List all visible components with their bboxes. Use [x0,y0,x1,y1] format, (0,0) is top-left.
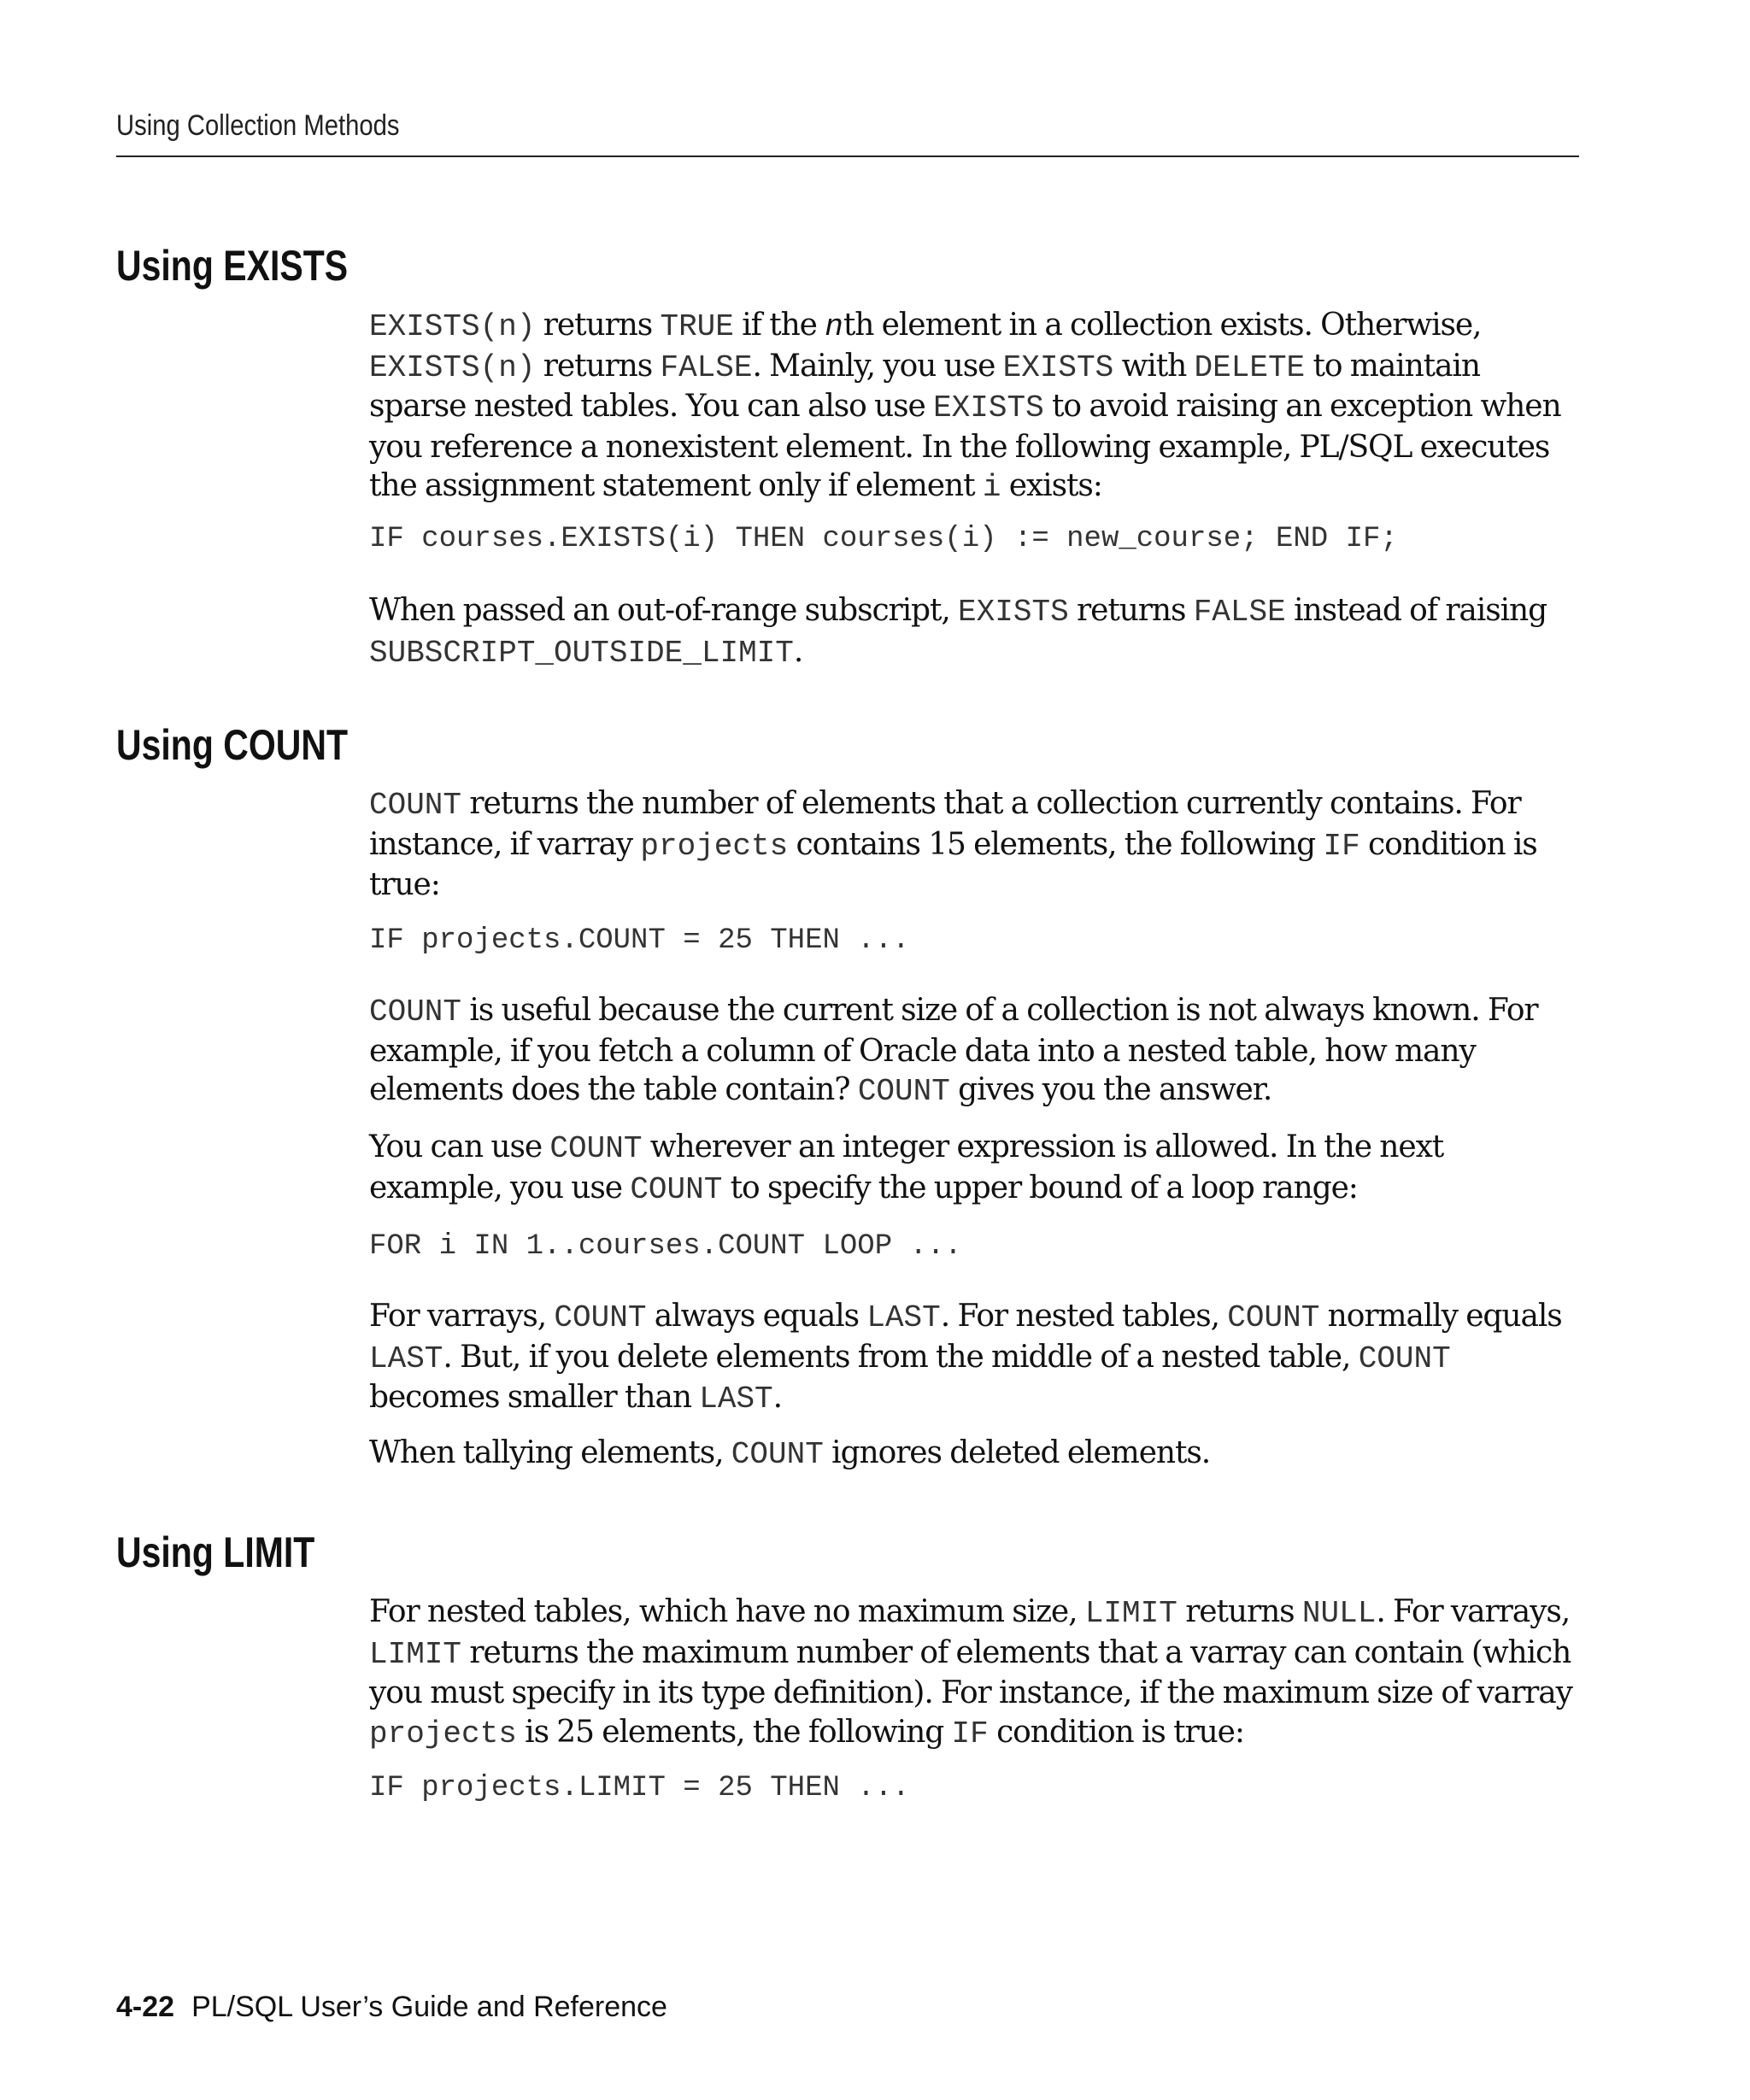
count-paragraph-5 [369,1434,1583,1475]
text-run: When tallying elements, [369,1435,731,1470]
text-run: wherever an integer expression is allowed. In the next example, you use [369,1129,1444,1205]
page-number: 4-22 [116,1991,175,2023]
inline-code: FALSE [1193,595,1286,630]
text-run: with [1113,348,1195,384]
inline-code: i [982,470,1001,506]
count-paragraph-2 [369,991,1583,1112]
inline-code: projects [369,1716,517,1751]
count-paragraph-1 [369,784,1583,905]
count-paragraph-4 [369,1297,1583,1419]
inline-code: COUNT [731,1437,824,1472]
text-run: For varrays, [369,1299,555,1334]
inline-code: COUNT [369,788,462,823]
text-run: returns [1177,1594,1302,1629]
section-heading-count: Using COUNT [116,721,349,769]
code-example-limit: IF projects.LIMIT = 25 THEN ... [369,1772,910,1804]
text-run: normally equals [1319,1299,1562,1334]
text-run: contains 15 elements, the following [788,826,1324,862]
text-run: . [793,633,803,669]
text-run: . For nested tables, [940,1299,1228,1334]
code-example-exists: IF courses.EXISTS(i) THEN courses(i) := new_course; END IF; [369,523,1398,555]
inline-code: EXISTS [1002,349,1114,385]
text-run: exists: [1001,468,1102,504]
text-run: to avoid raising an exception when you reference a nonexistent element. In the following example, PL/SQL executes the assignment statement only if element [369,389,1561,504]
inline-code: FALSE [660,349,753,385]
inline-code: COUNT [554,1300,647,1335]
inline-code: SUBSCRIPT_OUTSIDE_LIMIT [369,635,794,671]
text-run: th element in a collection exists. Otherwise, [843,308,1482,343]
inline-code: TRUE [660,309,734,344]
text-run: ignores deleted elements. [823,1435,1211,1470]
text-run: returns the maximum number of elements that a varray can contain (which you must specify in its type definition). For instance, if the maximum size of varray [369,1634,1572,1711]
inline-code: COUNT [630,1171,723,1207]
text-run: . Mainly, you use [752,348,1003,384]
inline-code: LAST [699,1381,773,1417]
code-example-count: IF projects.COUNT = 25 THEN ... [369,924,910,957]
exists-paragraph-1 [369,306,1583,507]
inline-code: EXISTS(n) [369,309,536,344]
inline-code: NULL [1301,1596,1377,1631]
limit-paragraph-1 [369,1593,1583,1753]
inline-code: COUNT [1227,1300,1320,1335]
text-run: becomes smaller than [369,1380,700,1416]
italic-variable: n [825,309,843,344]
text-run: to maintain sparse nested tables. You can also use [369,348,1480,425]
inline-code: EXISTS [958,595,1069,630]
text-run: You can use [369,1129,550,1164]
text-run: condition is true: [988,1714,1244,1750]
inline-code: projects [640,828,789,864]
inline-code: EXISTS [933,390,1044,426]
section-heading-limit: Using LIMIT [116,1528,315,1576]
text-run: instead of raising [1285,593,1547,628]
inline-code: LIMIT [1084,1596,1177,1631]
inline-code: COUNT [549,1131,643,1166]
book-title: PL/SQL User’s Guide and Reference [191,1991,667,2023]
count-paragraph-3 [369,1128,1583,1209]
text-run: . For varrays, [1376,1594,1571,1629]
page-footer [116,1991,667,2024]
inline-code: IF [1323,828,1360,864]
inline-code: LIMIT [369,1636,462,1672]
inline-code: COUNT [1358,1340,1451,1376]
inline-code: DELETE [1194,349,1306,385]
text-run: When passed an out-of-range subscript, [369,593,959,628]
text-run: to specify the upper bound of a loop range: [722,1170,1358,1205]
running-header: Using Collection Methods [116,109,400,142]
inline-code: COUNT [857,1074,950,1110]
inline-code: COUNT [369,994,462,1029]
text-run: is 25 elements, the following [516,1714,952,1750]
text-run: . [772,1380,783,1416]
text-run: gives you the answer. [949,1072,1272,1108]
text-run: if the [733,308,825,343]
text-run: returns the number of elements that a collection currently contains. For instance, if varray [369,786,1521,862]
inline-code: LAST [866,1300,941,1335]
text-run: For nested tables, which have no maximum size, [369,1594,1085,1629]
text-run: returns [535,308,661,343]
code-example-count-loop: FOR i IN 1..courses.COUNT LOOP ... [369,1230,962,1263]
text-run: condition is true: [369,826,1537,903]
text-run: always equals [646,1299,867,1334]
inline-code: LAST [369,1340,443,1376]
text-run: returns [1068,593,1194,628]
text-run: . But, if you delete elements from the middle of a nested table, [443,1339,1359,1375]
section-heading-exists: Using EXISTS [116,242,349,290]
text-run: returns [535,348,661,384]
text-run: is useful because the current size of a collection is not always known. For example, if you fetch a column of Oracle data into a nested table, how many elements does the table contain? [369,993,1538,1108]
inline-code: IF [951,1716,989,1751]
header-rule [116,155,1579,157]
inline-code: EXISTS(n) [369,349,536,385]
exists-paragraph-2 [369,591,1583,672]
